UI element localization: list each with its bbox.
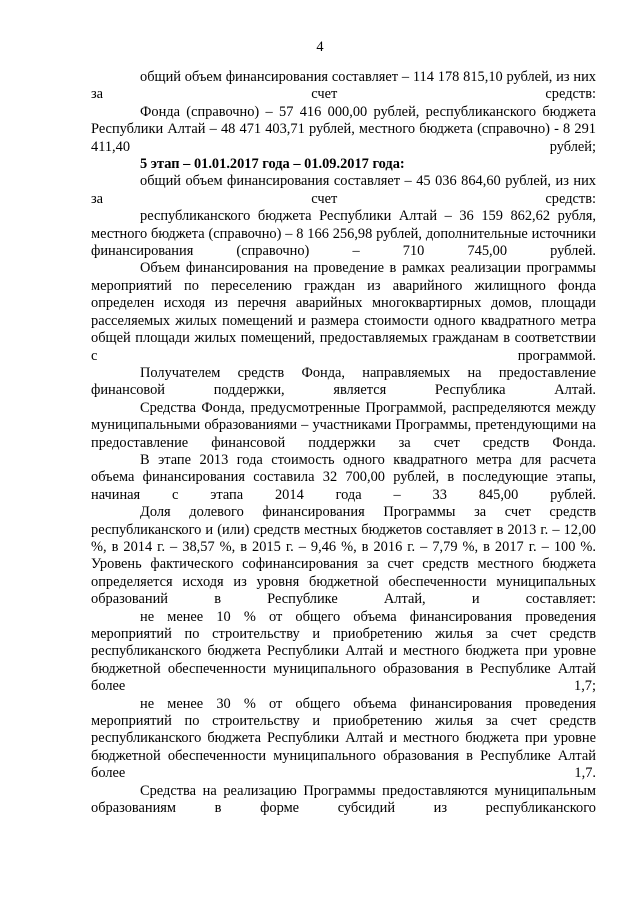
paragraph-cofinancing-share: Доля долевого финансирования Программы за счет средств республиканского и (или) средств местных бюджетов составляет в 2013 г. – 12,00 %, в 2014 г. – 38,57 %, в 2015 г. – 9,46 %, в 2016 г. – 7,79 %, в 2017 г. – 100 %. Уровень фактического софинансирования за счет средств местного бюджета определяется исходя из уровня бюджетной обеспеченности муниципальных образований в Республике Алтай, и составляет: — [91, 504, 596, 608]
paragraph-min-30-percent: не менее 30 % от общего объема финансирования проведения мероприятий по строительству и приобретению жилья за счет средств республиканского бюджета Республики Алтай и местного бюджета при уровне бюджетной обеспеченности муниципального образования в Республике Алтай более 1,7. — [91, 695, 596, 782]
page-number: 4 — [316, 39, 324, 55]
paragraph-fund-breakdown-stage4: Фонда (справочно) – 57 416 000,00 рублей, республиканского бюджета Республики Алтай – 48 471 403,71 рублей, местного бюджета (справочно) - 8 291 411,40 рублей; — [91, 103, 596, 155]
paragraph-budget-breakdown-stage5: республиканского бюджета Республики Алтай – 36 159 862,62 рубля, местного бюджета (справочно) – 8 166 256,98 рублей, дополнительные источники финансирования (справочно) – 710 745,00 рублей. — [91, 208, 596, 260]
paragraph-subsidies: Средства на реализацию Программы предоставляются муниципальным образованиям в форме субсидий из республиканского — [91, 782, 596, 817]
paragraph-total-financing-stage4: общий объем финансирования составляет – 114 178 815,10 рублей, из них за счет средств: — [91, 69, 596, 103]
paragraph-fund-recipient: Получателем средств Фонда, направляемых на предоставление финансовой поддержки, является Республика Алтай. — [91, 364, 596, 399]
paragraph-fund-distribution: Средства Фонда, предусмотренные Программой, распределяются между муниципальными образованиями – участниками Программы, претендующими на предоставление финансовой поддержки за счет средств Фонда. — [91, 399, 596, 451]
paragraph-square-meter-cost: В этапе 2013 года стоимость одного квадратного метра для расчета объема финансирования составила 32 700,00 рублей, в последующие этапы, начиная с этапа 2014 года – 33 845,00 рублей. — [91, 451, 596, 503]
document-body — [91, 69, 596, 817]
paragraph-min-10-percent: не менее 10 % от общего объема финансирования проведения мероприятий по строительству и приобретению жилья за счет средств республиканского бюджета Республики Алтай и местного бюджета при уровне бюджетной обеспеченности муниципального образования в Республике Алтай более 1,7; — [91, 608, 596, 695]
paragraph-financing-volume: Объем финансирования на проведение в рамках реализации программы мероприятий по переселению граждан из аварийного жилищного фонда определен исходя из перечня аварийных многоквартирных домов, площади расселяемых жилых помещений и размера стоимости одного квадратного метра общей площади жилых помещений, предоставляемых гражданам в соответствии с программой. — [91, 260, 596, 364]
paragraph-total-financing-stage5: общий объем финансирования составляет – 45 036 864,60 рублей, из них за счет средств: — [91, 173, 596, 207]
stage-5-heading: 5 этап – 01.01.2017 года – 01.09.2017 года: — [140, 156, 405, 173]
